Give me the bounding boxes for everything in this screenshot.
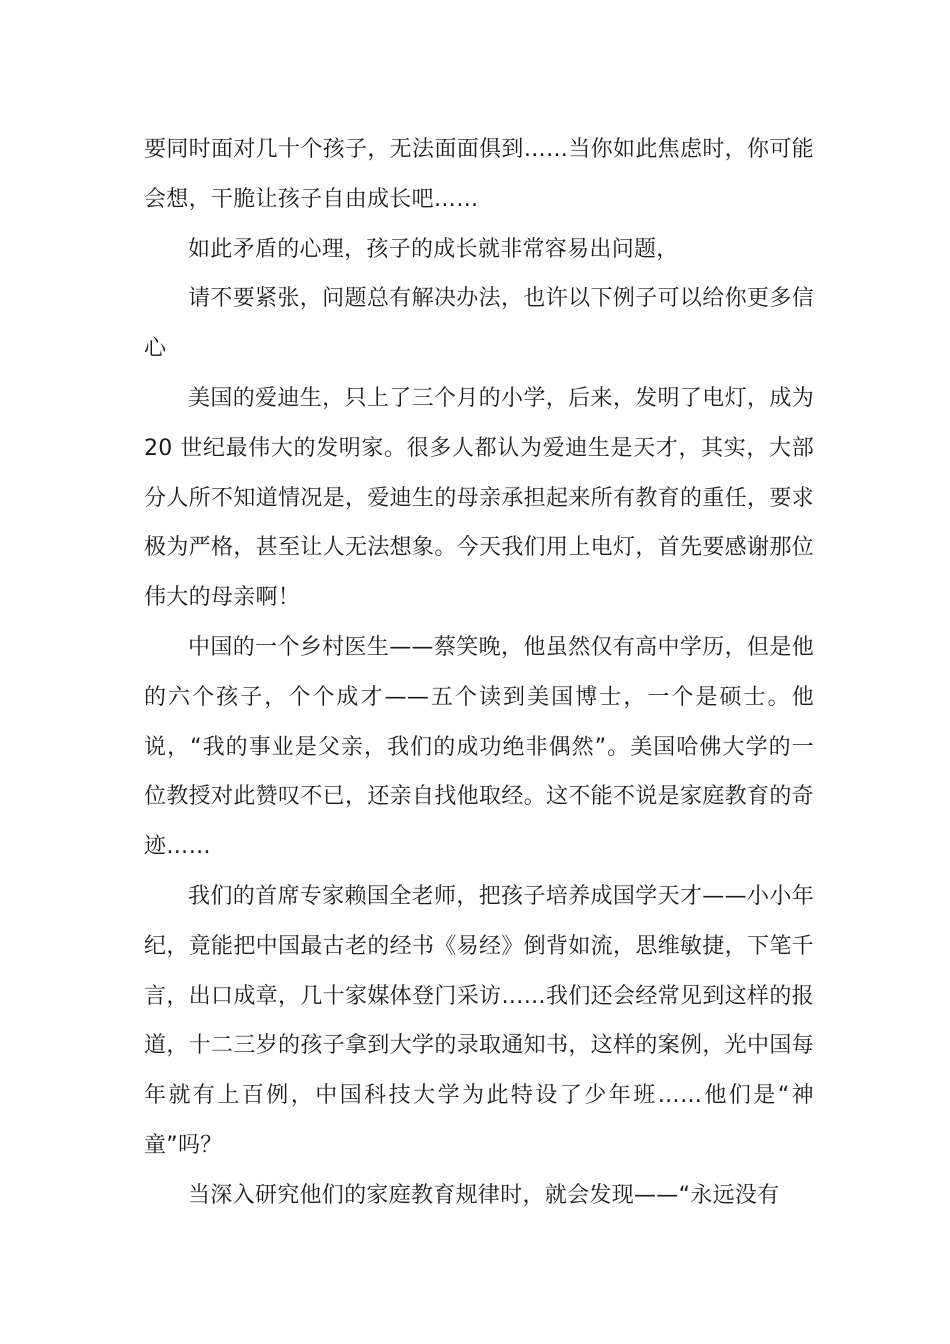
paragraph: 当深入研究他们的家庭教育规律时，就会发现——“永远没有 bbox=[188, 1182, 780, 1208]
paragraph-continuation: 要同时面对几十个孩子，无法面面俱到……当你如此焦虑时，你可能会想，干脆让孩子自由成长吧…… bbox=[144, 137, 814, 212]
document-body bbox=[144, 125, 814, 1221]
paragraph: 请不要紧张，问题总有解决办法，也许以下例子可以给你更多信心 bbox=[144, 286, 814, 362]
paragraph: 中国的一个乡村医生——蔡笑晚，他虽然仅有高中学历，但是他的六个孩子，个个成才——五个读到美国博士，一个是硕士。他说，“我的事业是父亲，我们的成功绝非偶然”。美国哈佛大学的一位教授对此赞叹不已，还亲自找他取经。这不能不说是家庭教育的奇迹…… bbox=[144, 634, 814, 860]
paragraph: 美国的爱迪生，只上了三个月的小学，后来，发明了电灯，成为 20 世纪最伟大的发明家。很多人都认为爱迪生是天才，其实，大部分人所不知道情况是，爱迪生的母亲承担起来所有教育的重任，要求极为严格，甚至让人无法想象。今天我们用上电灯，首先要感谢那位伟大的母亲啊！ bbox=[144, 385, 814, 611]
paragraph: 我们的首席专家赖国全老师，把孩子培养成国学天才——小小年纪，竟能把中国最古老的经书《易经》倒背如流，思维敏捷，下笔千言，出口成章，几十家媒体登门采访……我们还会经常见到这样的报道，十二三岁的孩子拿到大学的录取通知书，这样的案例，光中国每年就有上百例，中国科技大学为此特设了少年班……他们是“神童”吗？ bbox=[144, 883, 814, 1158]
paragraph: 如此矛盾的心理，孩子的成长就非常容易出问题， bbox=[188, 236, 679, 262]
